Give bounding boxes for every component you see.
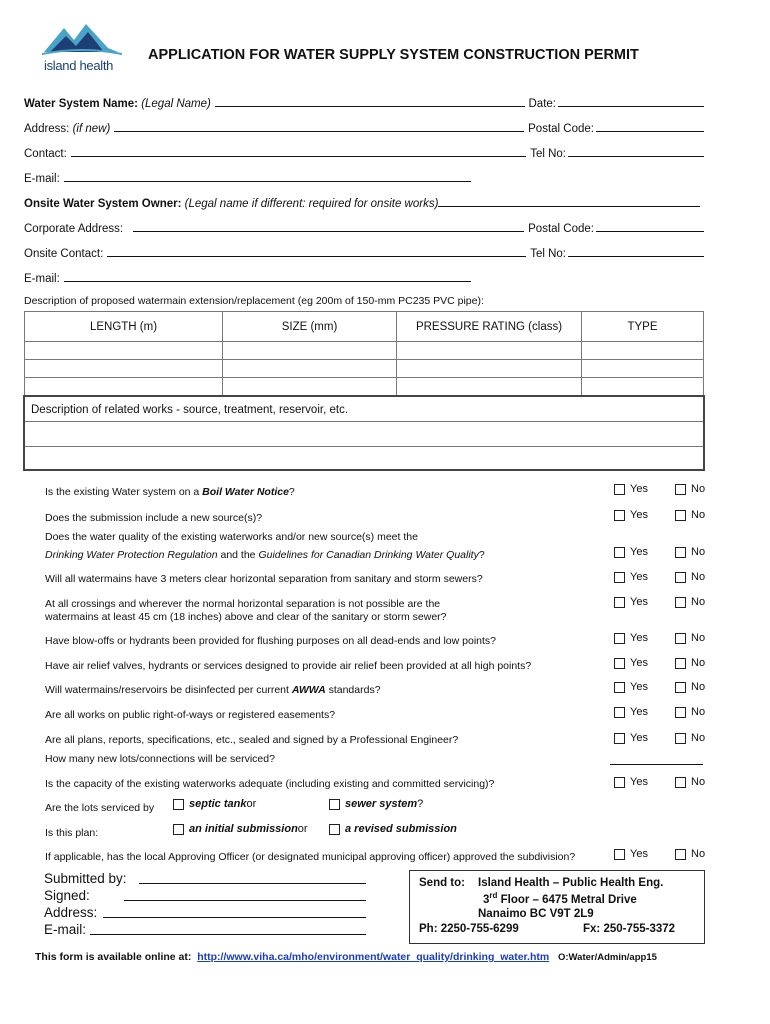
length-header: LENGTH (m) bbox=[25, 312, 223, 342]
postal-code-field-2[interactable] bbox=[596, 230, 704, 232]
pipe-table bbox=[24, 311, 704, 396]
yes-option-1[interactable] bbox=[614, 483, 648, 495]
send-to-phone: Ph: 2250-755-6299 bbox=[419, 923, 519, 935]
email-row bbox=[24, 167, 475, 185]
email-field-submit[interactable] bbox=[90, 934, 366, 935]
checkbox-icon[interactable] bbox=[675, 597, 686, 608]
no-option-7[interactable] bbox=[675, 657, 705, 669]
table-row bbox=[25, 342, 704, 360]
question-water-quality: Does the water quality of the existing waterworks and/or new source(s) meet the bbox=[45, 531, 418, 543]
address-field-submit[interactable] bbox=[103, 917, 366, 918]
yes-label: Yes bbox=[630, 571, 648, 583]
checkbox-icon[interactable] bbox=[614, 633, 625, 644]
send-to-box bbox=[409, 870, 705, 944]
checkbox-icon[interactable] bbox=[675, 707, 686, 718]
checkbox-icon[interactable] bbox=[614, 777, 625, 788]
no-option-5[interactable] bbox=[675, 596, 705, 608]
no-label: No bbox=[691, 732, 706, 744]
yes-option-4[interactable] bbox=[614, 571, 648, 583]
checkbox-icon[interactable] bbox=[675, 777, 686, 788]
no-option-11[interactable] bbox=[675, 776, 705, 788]
island-health-logo bbox=[42, 22, 122, 74]
checkbox-icon[interactable] bbox=[675, 572, 686, 583]
send-to-fax: Fx: 250-755-3372 bbox=[583, 923, 676, 935]
submitted-by-label: Submitted by: bbox=[44, 871, 127, 886]
question-crossings-2: watermains at least 45 cm (18 inches) above and clear of the sanitary or storm sewer? bbox=[45, 611, 447, 623]
related-works-box bbox=[23, 395, 705, 471]
question-this-plan: Is this plan: bbox=[45, 827, 99, 839]
checkbox-icon[interactable] bbox=[614, 658, 625, 669]
checkbox-icon[interactable] bbox=[614, 484, 625, 495]
checkbox-icon[interactable] bbox=[614, 707, 625, 718]
no-option-12[interactable] bbox=[675, 848, 705, 860]
yes-option-11[interactable] bbox=[614, 776, 648, 788]
yes-label: Yes bbox=[630, 848, 648, 860]
signed-label: Signed: bbox=[44, 888, 90, 903]
tel-no-field[interactable] bbox=[568, 155, 704, 157]
no-label: No bbox=[691, 681, 706, 693]
checkbox-icon[interactable] bbox=[614, 597, 625, 608]
question-professional-engineer: Are all plans, reports, specifications, etc., sealed and signed by a Professional Engineer? bbox=[45, 734, 459, 746]
no-option-3[interactable] bbox=[675, 546, 705, 558]
no-label: No bbox=[691, 776, 706, 788]
address-field[interactable] bbox=[114, 130, 524, 132]
table-row bbox=[25, 360, 704, 378]
email-label-2: E-mail: bbox=[24, 273, 60, 285]
corporate-address-field[interactable] bbox=[133, 230, 524, 232]
tel-no-label-2: Tel No: bbox=[530, 248, 566, 260]
tel-no-label: Tel No: bbox=[530, 148, 566, 160]
yes-label: Yes bbox=[630, 483, 648, 495]
logo-text: island health bbox=[44, 58, 114, 73]
checkbox-icon[interactable] bbox=[614, 572, 625, 583]
related-works-line-1[interactable] bbox=[25, 422, 703, 447]
footer-code: O:Water/Admin/app15 bbox=[558, 952, 657, 963]
question-lots: How many new lots/connections will be serviced? bbox=[45, 753, 275, 765]
question-new-source: Does the submission include a new source(s)? bbox=[45, 512, 263, 524]
onsite-contact-row bbox=[24, 242, 704, 260]
no-option-9[interactable] bbox=[675, 706, 705, 718]
no-label: No bbox=[691, 571, 706, 583]
no-label: No bbox=[691, 848, 706, 860]
yes-label: Yes bbox=[630, 732, 648, 744]
no-label: No bbox=[691, 483, 706, 495]
question-boil-water: Is the existing Water system on a Boil Water Notice? bbox=[45, 486, 295, 498]
yes-option-2[interactable] bbox=[614, 509, 648, 521]
postal-code-field[interactable] bbox=[596, 130, 704, 132]
checkbox-icon[interactable] bbox=[675, 633, 686, 644]
lots-count-field[interactable] bbox=[610, 764, 703, 765]
related-works-line-2[interactable] bbox=[25, 447, 703, 471]
owner-field[interactable] bbox=[438, 205, 700, 207]
email-label-submit: E-mail: bbox=[44, 922, 87, 937]
address-label-submit: Address: bbox=[44, 905, 98, 920]
water-system-name-row bbox=[24, 92, 704, 110]
initial-submission-option[interactable]: an initial submission or bbox=[173, 823, 308, 835]
no-option-6[interactable] bbox=[675, 632, 705, 644]
address-label: Address: bbox=[24, 123, 70, 135]
yes-label: Yes bbox=[630, 632, 648, 644]
checkbox-icon[interactable] bbox=[675, 658, 686, 669]
tel-no-field-2[interactable] bbox=[568, 255, 704, 257]
legal-name-hint: (Legal Name) bbox=[141, 98, 211, 110]
checkbox-icon[interactable] bbox=[675, 733, 686, 744]
checkbox-icon[interactable] bbox=[614, 849, 625, 860]
no-option-8[interactable] bbox=[675, 681, 705, 693]
question-right-of-ways: Are all works on public right-of-ways or registered easements? bbox=[45, 709, 336, 721]
question-approving-officer: If applicable, has the local Approving Officer (or designated municipal approving officer) approved the subdivision? bbox=[45, 851, 576, 863]
submitted-by-field[interactable] bbox=[139, 883, 366, 884]
yes-option-8[interactable] bbox=[614, 681, 648, 693]
footer-link[interactable]: http://www.viha.ca/mho/environment/water_quality/drinking_water.htm bbox=[197, 951, 550, 963]
contact-label: Contact: bbox=[24, 148, 67, 160]
postal-code-label-2: Postal Code: bbox=[528, 223, 594, 235]
checkbox-icon bbox=[329, 824, 340, 835]
yes-option-6[interactable] bbox=[614, 632, 648, 644]
yes-label: Yes bbox=[630, 657, 648, 669]
no-option-10[interactable] bbox=[675, 732, 705, 744]
contact-field[interactable] bbox=[71, 155, 526, 157]
question-air-relief: Have air relief valves, hydrants or services designed to provide air relief been provided at all high points? bbox=[45, 660, 532, 672]
yes-label: Yes bbox=[630, 509, 648, 521]
question-blow-offs: Have blow-offs or hydrants been provided for flushing purposes on all dead-ends and low points? bbox=[45, 635, 497, 647]
checkbox-icon[interactable] bbox=[675, 547, 686, 558]
yes-label: Yes bbox=[630, 706, 648, 718]
no-label: No bbox=[691, 657, 706, 669]
send-to-floor: 3rd Floor – 6475 Metral Drive bbox=[483, 891, 637, 906]
footer-text: This form is available online at: bbox=[35, 951, 192, 963]
no-option-2[interactable] bbox=[675, 509, 705, 521]
send-to-city: Nanaimo BC V9T 2L9 bbox=[478, 908, 594, 920]
related-works-label: Description of related works - source, treatment, reservoir, etc. bbox=[25, 397, 703, 422]
yes-label: Yes bbox=[630, 681, 648, 693]
no-label: No bbox=[691, 509, 706, 521]
corporate-address-row bbox=[24, 217, 704, 235]
yes-label: Yes bbox=[630, 596, 648, 608]
signed-field[interactable] bbox=[124, 900, 366, 901]
yes-label: Yes bbox=[630, 546, 648, 558]
size-header: SIZE (mm) bbox=[223, 312, 397, 342]
sewer-system-option[interactable]: sewer system ? bbox=[329, 798, 423, 810]
revised-submission-option[interactable]: a revised submission bbox=[329, 823, 457, 835]
contact-row bbox=[24, 142, 704, 160]
yes-option-5[interactable] bbox=[614, 596, 648, 608]
no-label: No bbox=[691, 546, 706, 558]
date-field[interactable] bbox=[558, 105, 704, 107]
postal-code-label: Postal Code: bbox=[528, 123, 594, 135]
yes-option-7[interactable] bbox=[614, 657, 648, 669]
checkbox-icon[interactable] bbox=[675, 849, 686, 860]
yes-option-10[interactable] bbox=[614, 732, 648, 744]
question-separation: Will all watermains have 3 meters clear horizontal separation from sanitary and storm sewers? bbox=[45, 573, 483, 585]
question-crossings: At all crossings and wherever the normal horizontal separation is not possible are the bbox=[45, 598, 441, 610]
water-system-name-field[interactable] bbox=[215, 105, 525, 107]
mountain-logo-icon bbox=[42, 22, 122, 58]
yes-option-3[interactable] bbox=[614, 546, 648, 558]
send-to-org: Island Health – Public Health Eng. bbox=[478, 877, 664, 889]
checkbox-icon bbox=[329, 799, 340, 810]
owner-hint: (Legal name if different: required for onsite works) bbox=[184, 198, 439, 210]
description-label: Description of proposed watermain extension/replacement (eg 200m of 150-mm PC235 PVC pipe): bbox=[24, 295, 484, 307]
no-option-4[interactable] bbox=[675, 571, 705, 583]
checkbox-icon[interactable] bbox=[614, 733, 625, 744]
checkbox-icon[interactable] bbox=[614, 682, 625, 693]
owner-label: Onsite Water System Owner: bbox=[24, 198, 182, 210]
checkbox-icon bbox=[173, 824, 184, 835]
checkbox-icon[interactable] bbox=[675, 510, 686, 521]
checkbox-icon[interactable] bbox=[675, 484, 686, 495]
no-label: No bbox=[691, 596, 706, 608]
septic-tank-option[interactable]: septic tank or bbox=[173, 798, 256, 810]
table-row bbox=[25, 378, 704, 396]
send-to-label: Send to: bbox=[419, 877, 465, 889]
checkbox-icon[interactable] bbox=[614, 547, 625, 558]
address-hint: (if new) bbox=[72, 123, 111, 135]
checkbox-icon bbox=[173, 799, 184, 810]
checkbox-icon[interactable] bbox=[614, 510, 625, 521]
page-title: APPLICATION FOR WATER SUPPLY SYSTEM CONSTRUCTION PERMIT bbox=[148, 47, 639, 63]
question-capacity: Is the capacity of the existing waterworks adequate (including existing and committed servicing)? bbox=[45, 778, 495, 790]
yes-option-9[interactable] bbox=[614, 706, 648, 718]
checkbox-icon[interactable] bbox=[675, 682, 686, 693]
question-water-quality-2: Drinking Water Protection Regulation and the Guidelines for Canadian Drinking Water Quality? bbox=[45, 549, 485, 561]
onsite-contact-label: Onsite Contact: bbox=[24, 248, 104, 260]
date-label: Date: bbox=[528, 98, 556, 110]
owner-row bbox=[24, 192, 704, 210]
question-lots-serviced: Are the lots serviced by bbox=[45, 802, 155, 814]
email-field[interactable] bbox=[64, 180, 471, 182]
yes-option-12[interactable] bbox=[614, 848, 648, 860]
pressure-rating-header: PRESSURE RATING (class) bbox=[397, 312, 582, 342]
no-label: No bbox=[691, 706, 706, 718]
onsite-contact-field[interactable] bbox=[107, 255, 526, 257]
type-header: TYPE bbox=[582, 312, 704, 342]
footer bbox=[35, 951, 657, 963]
water-system-name-label: Water System Name: bbox=[24, 98, 138, 110]
submitted-box bbox=[22, 870, 366, 944]
email-row-2 bbox=[24, 267, 475, 285]
address-row bbox=[24, 117, 704, 135]
email-field-2[interactable] bbox=[64, 280, 471, 282]
yes-label: Yes bbox=[630, 776, 648, 788]
email-label: E-mail: bbox=[24, 173, 60, 185]
corporate-address-label: Corporate Address: bbox=[24, 223, 124, 235]
no-option-1[interactable] bbox=[675, 483, 705, 495]
question-disinfected: Will watermains/reservoirs be disinfected per current AWWA standards? bbox=[45, 684, 381, 696]
no-label: No bbox=[691, 632, 706, 644]
